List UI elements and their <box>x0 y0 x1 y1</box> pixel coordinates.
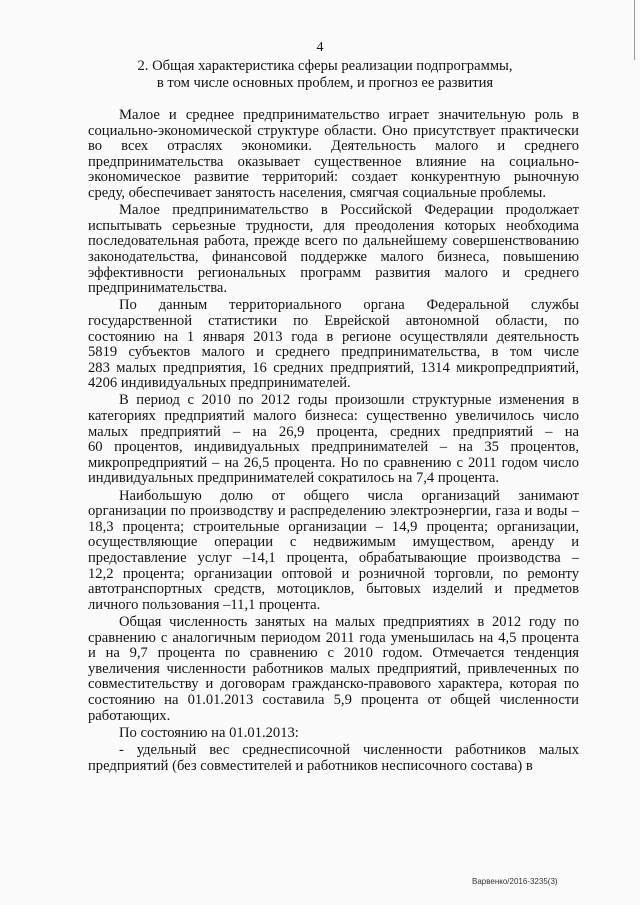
paragraph-line: законодательства, финансовой поддержке малого бизнеса, повышению <box>88 248 579 265</box>
paragraph-line: работающих. <box>88 707 171 724</box>
paragraph-line: индивидуальных предпринимателей сократилось на 7,4 процента. <box>88 470 500 487</box>
paragraph-line: микропредприятий – на 26,5 процента. Но по сравнению с 2011 годом число <box>88 454 579 471</box>
paragraph-line: предоставление услуг –14,1 процента, обрабатывающие производства – <box>88 550 579 566</box>
heading-line: 2. Общая характеристика сферы реализации подпрограммы, <box>137 58 513 74</box>
paragraph-line: 5819 субъектов малого и среднего предпринимательства, в том числе <box>88 344 579 361</box>
paragraph-line: состоянию на 01.01.2013 составила 5,9 процента от общей численности <box>88 691 579 708</box>
paragraph-line: малых предприятий – на 26,9 процента, средних предприятий – на <box>88 423 579 440</box>
paragraph-line: состоянию на 1 января 2013 года в регионе осуществляли деятельность <box>88 328 579 345</box>
document-stamp: Варвенко/2016-3235(3) <box>472 877 558 886</box>
paragraph-line: Общая численность занятых на малых предприятиях в 2012 году по <box>119 613 579 630</box>
paragraph <box>88 489 579 614</box>
paragraph-line: предпринимательства оказывает существенное влияние на социально- <box>88 153 579 170</box>
paragraph-line: организации по производству и распределению электроэнергии, газа и воды – <box>88 503 579 520</box>
paragraph-line: 283 малых предприятия, 16 средних предприятий, 1314 микропредприятий, <box>88 359 579 376</box>
paragraph <box>88 298 579 392</box>
paragraph <box>88 393 579 487</box>
paragraph-line: сравнению с аналогичным периодом 2011 года уменьшилась на 4,5 процента <box>88 629 579 646</box>
paragraph-line: В период с 2010 по 2012 годы произошли структурные изменения в <box>119 392 579 409</box>
paragraph-line: 12,2 процента; организации оптовой и розничной торговли, по ремонту <box>88 565 579 582</box>
paragraph-line: осуществляющие операции с недвижимым имуществом, аренду и <box>88 534 579 551</box>
paragraph-line: категориях предприятий малого бизнеса: существенно увеличилось число <box>88 408 579 425</box>
paragraph-line: - удельный вес среднесписочной численности работников малых <box>119 741 579 758</box>
paragraph-line: Наибольшую долю от общего числа организаций занимают <box>119 487 579 504</box>
section-heading <box>90 58 560 92</box>
paragraph-line: испытывать серьезные трудности, для преодоления которых необходима <box>88 217 579 234</box>
paragraph-line: увеличения численности работников малых предприятий, привлеченных по <box>88 660 579 677</box>
paragraph-line: предпринимательства. <box>88 280 228 297</box>
paragraph-line: среду, обеспечивает занятость населения, смягчая социальные проблемы. <box>88 184 546 201</box>
paragraph-line: личного пользования –11,1 процента. <box>88 596 321 613</box>
paragraph-line: государственной статистики по Еврейской автономной области, по <box>88 312 579 329</box>
paragraph <box>88 108 579 202</box>
paragraph-line: во всех отраслях экономики. Деятельность малого и среднего <box>88 138 579 155</box>
paragraph-line: Малое предпринимательство в Российской Федерации продолжает <box>119 202 579 219</box>
paragraph-line: 60 процентов, индивидуальных предпринимателей – на 35 процентов, <box>88 439 579 456</box>
paragraph-line: социально-экономической структуре области. Оно присутствует практически <box>88 122 579 139</box>
paragraph <box>88 743 579 774</box>
paragraph-line: автотранспортных средств, мотоциклов, бытовых изделий и предметов <box>88 581 579 598</box>
paragraph-line: Малое и среднее предпринимательство играет значительную роль в <box>119 107 579 123</box>
paragraph-line: совместительству и договорам гражданско-правового характера, которая по <box>88 676 579 693</box>
paragraph-line: 18,3 процента; строительные организации – 14,9 процента; организации, <box>88 518 579 535</box>
paragraph-line: эффективности региональных программ развития малого и среднего <box>88 264 579 281</box>
paragraph-line: последовательная работа, прежде всего по дальнейшему совершенствованию <box>88 233 579 250</box>
paragraph <box>88 203 579 297</box>
paragraph-line: 4206 индивидуальных предпринимателей. <box>88 375 351 392</box>
paragraph <box>88 726 579 742</box>
paragraph <box>88 615 579 724</box>
paragraph-line: и на 9,7 процента по сравнению с 2010 годом. Отмечается тенденция <box>88 645 579 662</box>
paragraph-line: предприятий (без совместителей и работников несписочного состава) в <box>88 757 533 774</box>
paragraph-line: По данным территориального органа Федеральной службы <box>119 297 579 314</box>
paragraph-line: экономическое развитие территорий: создает конкурентную рыночную <box>88 169 579 186</box>
heading-line: в том числе основных проблем, и прогноз ее развития <box>156 75 494 91</box>
paragraph-line: По состоянию на 01.01.2013: <box>119 724 299 741</box>
page-number: 4 <box>316 40 324 55</box>
body-text <box>88 108 579 776</box>
